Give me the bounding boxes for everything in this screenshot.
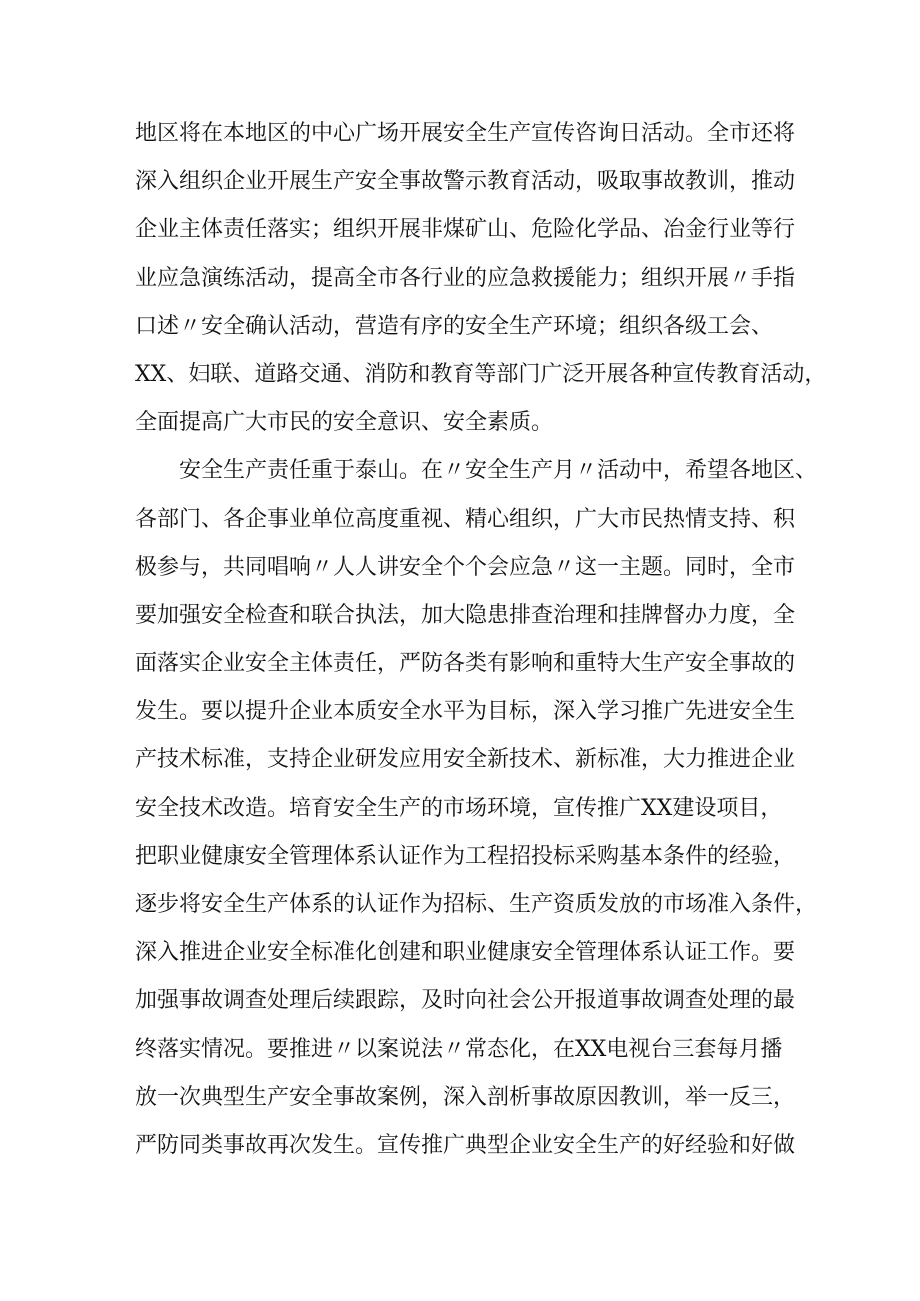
text-line: 各部门、各企事业单位高度重视、精心组织，广大市民热情支持、积 xyxy=(135,506,796,532)
text-line: 逐步将安全生产体系的认证作为招标、生产资质发放的市场准入条件， xyxy=(135,892,818,917)
text-line: 面落实企业安全主体责任，严防各类有影响和重特大生产安全事故的 xyxy=(135,651,796,677)
text-line: 要加强安全检查和联合执法，加大隐患排查治理和挂牌督办力度，全 xyxy=(135,602,796,628)
text-line: 深入推进企业安全标准化创建和职业健康安全管理体系认证工作。要 xyxy=(135,940,796,966)
text-line: 加强事故调查处理后续跟踪，及时向社会公开报道事故调查处理的最 xyxy=(135,988,796,1014)
text-line: 极参与，共同唱响〃人人讲安全个个会应急〃这一主题。同时，全市 xyxy=(135,554,796,580)
paragraph-1 xyxy=(135,110,827,447)
text-line: 把职业健康安全管理体系认证作为工程招投标采购基本条件的经验， xyxy=(135,843,796,869)
text-line: 业应急演练活动，提高全市各行业的应急救援能力；组织开展〃手指 xyxy=(135,265,796,291)
text-line: 严防同类事故再次发生。宣传推广典型企业安全生产的好经验和好做 xyxy=(135,1132,796,1158)
text-line: 安全生产责任重于泰山。在〃安全生产月〃活动中，希望各地区、 xyxy=(179,458,818,484)
paragraph-2 xyxy=(135,447,818,1170)
text-line: 放一次典型生产安全事故案例，深入剖析事故原因教训，举一反三， xyxy=(135,1084,796,1110)
text-line: 产技术标准，支持企业研发应用安全新技术、新标准，大力推进企业 xyxy=(135,747,796,773)
text-line: 全面提高广大市民的安全意识、安全素质。 xyxy=(135,410,554,436)
text-line: 安全技术改造。培育安全生产的市场环境，宣传推广XX建设项目， xyxy=(135,795,783,821)
text-line: 企业主体责任落实；组织开展非煤矿山、危险化学品、冶金行业等行 xyxy=(135,217,796,243)
text-line: 终落实情况。要推进〃以案说法〃常态化，在XX电视台三套每月播 xyxy=(135,1036,783,1062)
text-line: 深入组织企业开展生产安全事故警示教育活动，吸取事故教训，推动 xyxy=(135,169,796,195)
text-line: XX、妇联、道路交通、消防和教育等部门广泛开展各种宣传教育活动， xyxy=(135,361,827,387)
text-line: 地区将在本地区的中心广场开展安全生产宣传咨询日活动。全市还将 xyxy=(135,121,796,146)
text-line: 发生。要以提升企业本质安全水平为目标，深入学习推广先进安全生 xyxy=(135,699,796,725)
document-body xyxy=(135,110,827,1170)
text-line: 口述〃安全确认活动，营造有序的安全生产环境；组织各级工会、 xyxy=(135,313,774,339)
